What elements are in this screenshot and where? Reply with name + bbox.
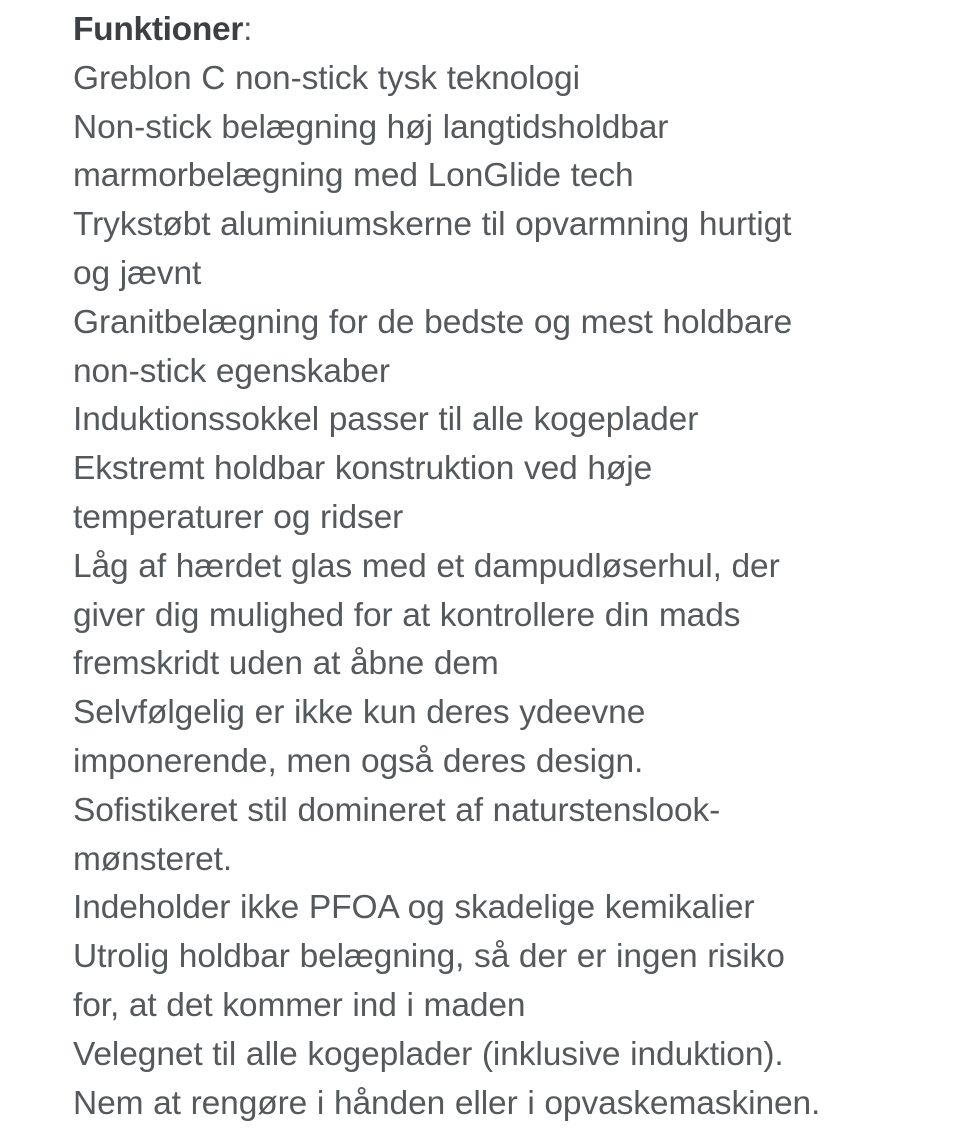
feature-line: Trykstøbt aluminiumskerne til opvarmning hurtigt <box>73 206 792 244</box>
feature-line: marmorbelægning med LonGlide tech <box>73 157 634 195</box>
feature-line: imponerende, men også deres design. <box>73 742 644 780</box>
feature-line: fremskridt uden at åbne dem <box>73 645 499 683</box>
feature-line: Låg af hærdet glas med et dampudløserhul, der <box>73 547 780 585</box>
feature-line: og jævnt <box>73 254 202 292</box>
feature-line: giver dig mulighed for at kontrollere din mads <box>73 596 741 634</box>
feature-line: Nem at rengøre i hånden eller i opvaskemaskinen. <box>73 1084 821 1122</box>
feature-line: Granitbelægning for de bedste og mest holdbare <box>73 303 793 341</box>
feature-line: Utrolig holdbar belægning, så der er ingen risiko <box>73 938 785 976</box>
feature-line: Velegnet til alle kogeplader (inklusive induktion). <box>73 1035 784 1073</box>
feature-line: Non-stick belægning høj langtidsholdbar <box>73 108 669 146</box>
feature-line: Indeholder ikke PFOA og skadelige kemikalier <box>73 889 755 927</box>
feature-line: for, at det kommer ind i maden <box>73 986 526 1024</box>
feature-line: Ekstremt holdbar konstruktion ved høje <box>73 450 653 488</box>
feature-line: temperaturer og ridser <box>73 498 404 536</box>
feature-line: Sofistikeret stil domineret af naturstenslook- <box>73 791 721 829</box>
features-heading <box>73 6 903 55</box>
features-text-block <box>73 6 903 1128</box>
features-heading-colon: : <box>243 11 253 48</box>
feature-line: Selvfølgelig er ikke kun deres ydeevne <box>73 694 646 732</box>
feature-line: mønsteret. <box>73 840 233 878</box>
feature-line: non-stick egenskaber <box>73 352 390 390</box>
feature-line: Greblon C non-stick tysk teknologi <box>73 59 580 97</box>
features-heading-label: Funktioner <box>73 11 244 48</box>
feature-line: Induktionssokkel passer til alle kogeplader <box>73 401 699 439</box>
